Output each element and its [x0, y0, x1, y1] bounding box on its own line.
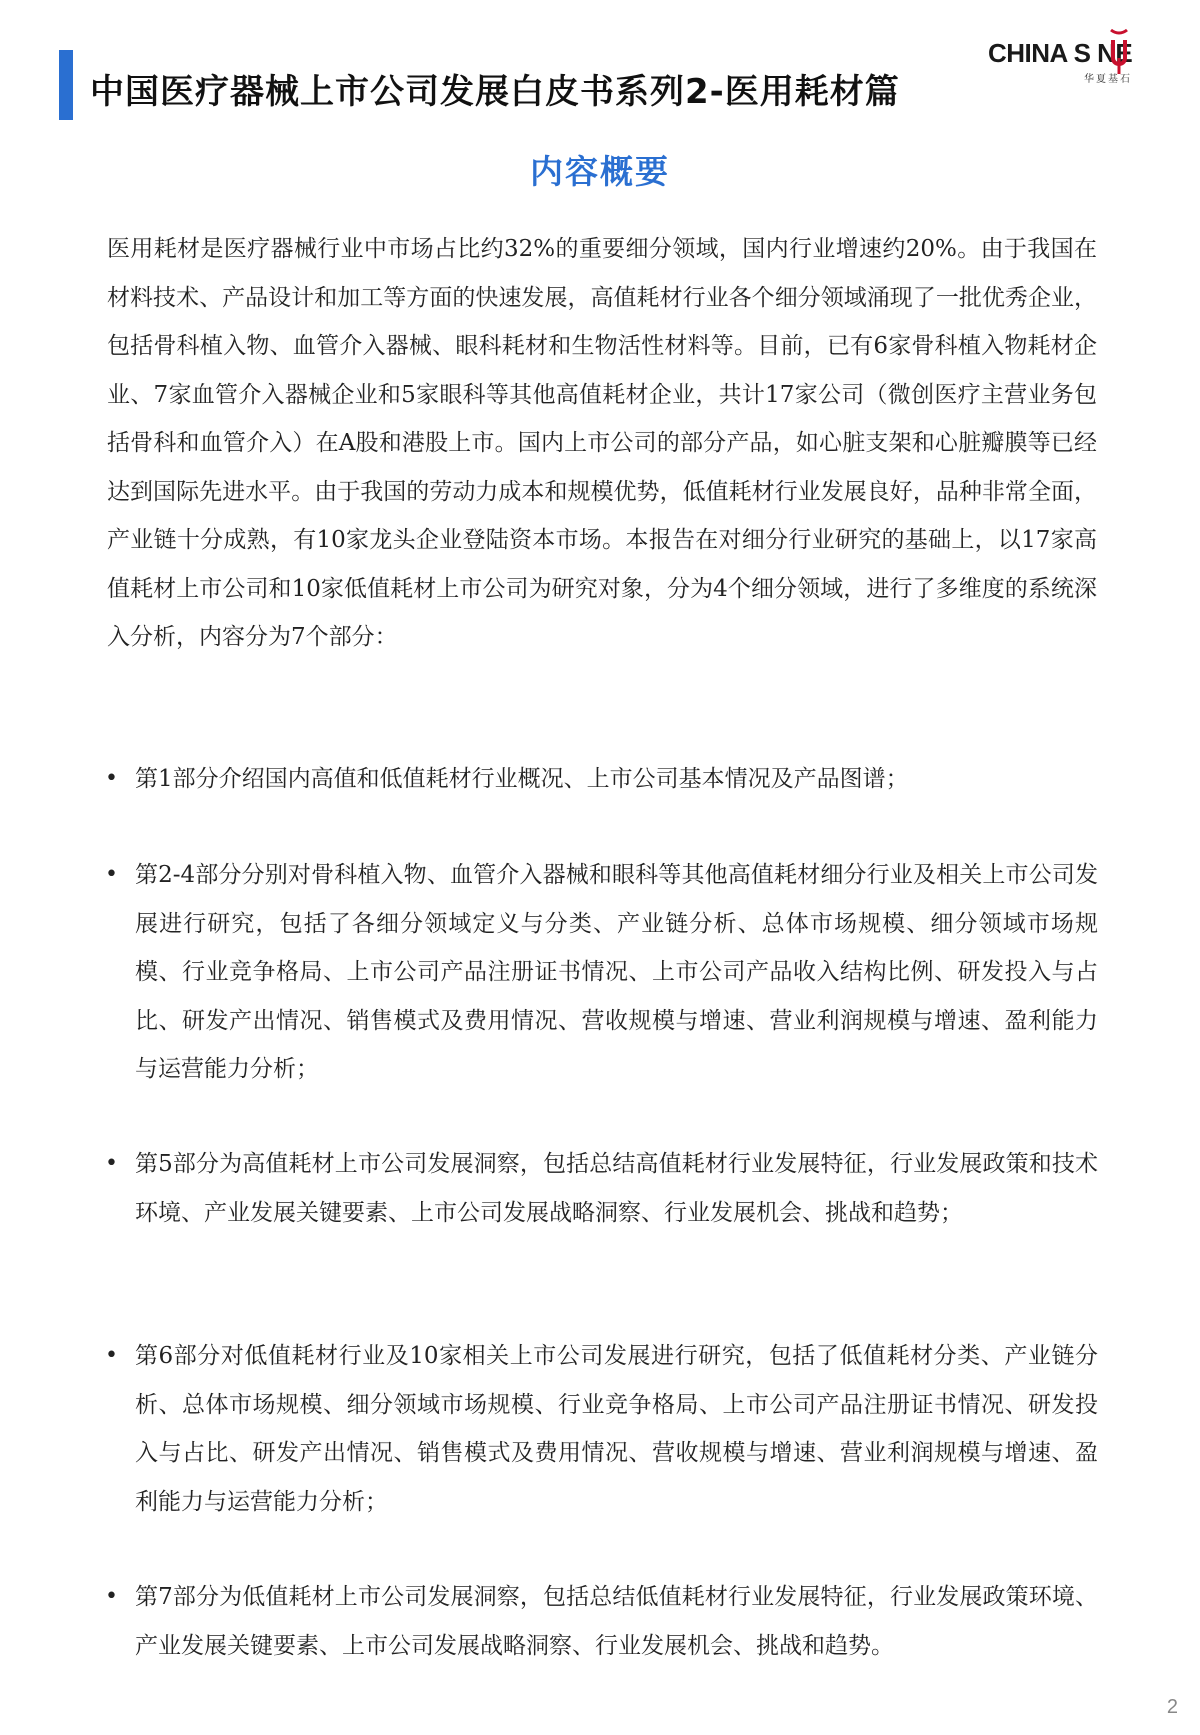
logo-text: CHINA S NE: [988, 38, 1133, 68]
list-item-text: 第7部分为低值耗材上市公司发展洞察，包括总结低值耗材行业发展特征，行业发展政策环境、产业发展关键要素、上市公司发展战略洞察、行业发展机会、挑战和趋势。: [135, 1584, 1098, 1659]
china-stone-logo: [988, 28, 1163, 100]
list-item: [105, 755, 1098, 804]
list-item-text: 第5部分为高值耗材上市公司发展洞察，包括总结高值耗材行业发展特征，行业发展政策和技术环境、产业发展关键要素、上市公司发展战略洞察、行业发展机会、挑战和趋势；: [135, 1151, 1098, 1226]
bullet-icon: •: [105, 1584, 118, 1609]
bullet-icon: •: [105, 862, 118, 887]
bullet-icon: •: [105, 1151, 118, 1176]
logo-mark-icon: [1108, 28, 1130, 74]
list-item: [105, 1332, 1098, 1526]
bullet-icon: •: [105, 1343, 118, 1368]
header-accent-bar: [59, 50, 73, 120]
list-item-text: 第2-4部分分别对骨科植入物、血管介入器械和眼科等其他高值耗材细分行业及相关上市公司发展进行研究，包括了各细分领域定义与分类、产业链分析、总体市场规模、细分领域市场规模、行业竞争格局、上市公司产品注册证书情况、上市公司产品收入结构比例、研发投入与占比、研发产出情况、销售模式及费用情况、营收规模与增速、营业利润规模与增速、盈利能力与运营能力分析；: [135, 862, 1098, 1082]
list-item: [105, 851, 1098, 1094]
list-item-text: 第6部分对低值耗材行业及10家相关上市公司发展进行研究，包括了低值耗材分类、产业链分析、总体市场规模、细分领域市场规模、行业竞争格局、上市公司产品注册证书情况、研发投入与占比、研发产出情况、销售模式及费用情况、营收规模与增速、营业利润规模与增速、盈利能力与运营能力分析；: [135, 1343, 1098, 1515]
bullet-icon: •: [105, 766, 118, 791]
section-title: 内容概要: [530, 152, 670, 191]
logo-subtitle: 华夏基石: [1084, 74, 1132, 85]
intro-paragraph: 医用耗材是医疗器械行业中市场占比约32%的重要细分领域，国内行业增速约20%。由于我国在材料技术、产品设计和加工等方面的快速发展，高值耗材行业各个细分领域涌现了一批优秀企业，包括骨科植入物、血管介入器械、眼科耗材和生物活性材料等。目前，已有6家骨科植入物耗材企业、7家血管介入器械企业和5家眼科等其他高值耗材企业，共计17家公司（微创医疗主营业务包括骨科和血管介入）在A股和港股上市。国内上市公司的部分产品，如心脏支架和心脏瓣膜等已经达到国际先进水平。由于我国的劳动力成本和规模优势，低值耗材行业发展良好，品种非常全面，产业链十分成熟，有10家龙头企业登陆资本市场。本报告在对细分行业研究的基础上，以17家高值耗材上市公司和10家低值耗材上市公司为研究对象，分为4个细分领域，进行了多维度的系统深入分析，内容分为7个部分：: [107, 236, 1097, 650]
page-number: 2: [1166, 1696, 1178, 1718]
list-item-text: 第1部分介绍国内高值和低值耗材行业概况、上市公司基本情况及产品图谱；: [135, 766, 909, 792]
document-title: 中国医疗器械上市公司发展白皮书系列2-医用耗材篇: [90, 72, 900, 112]
list-item: [105, 1573, 1098, 1670]
list-item: [105, 1140, 1098, 1237]
